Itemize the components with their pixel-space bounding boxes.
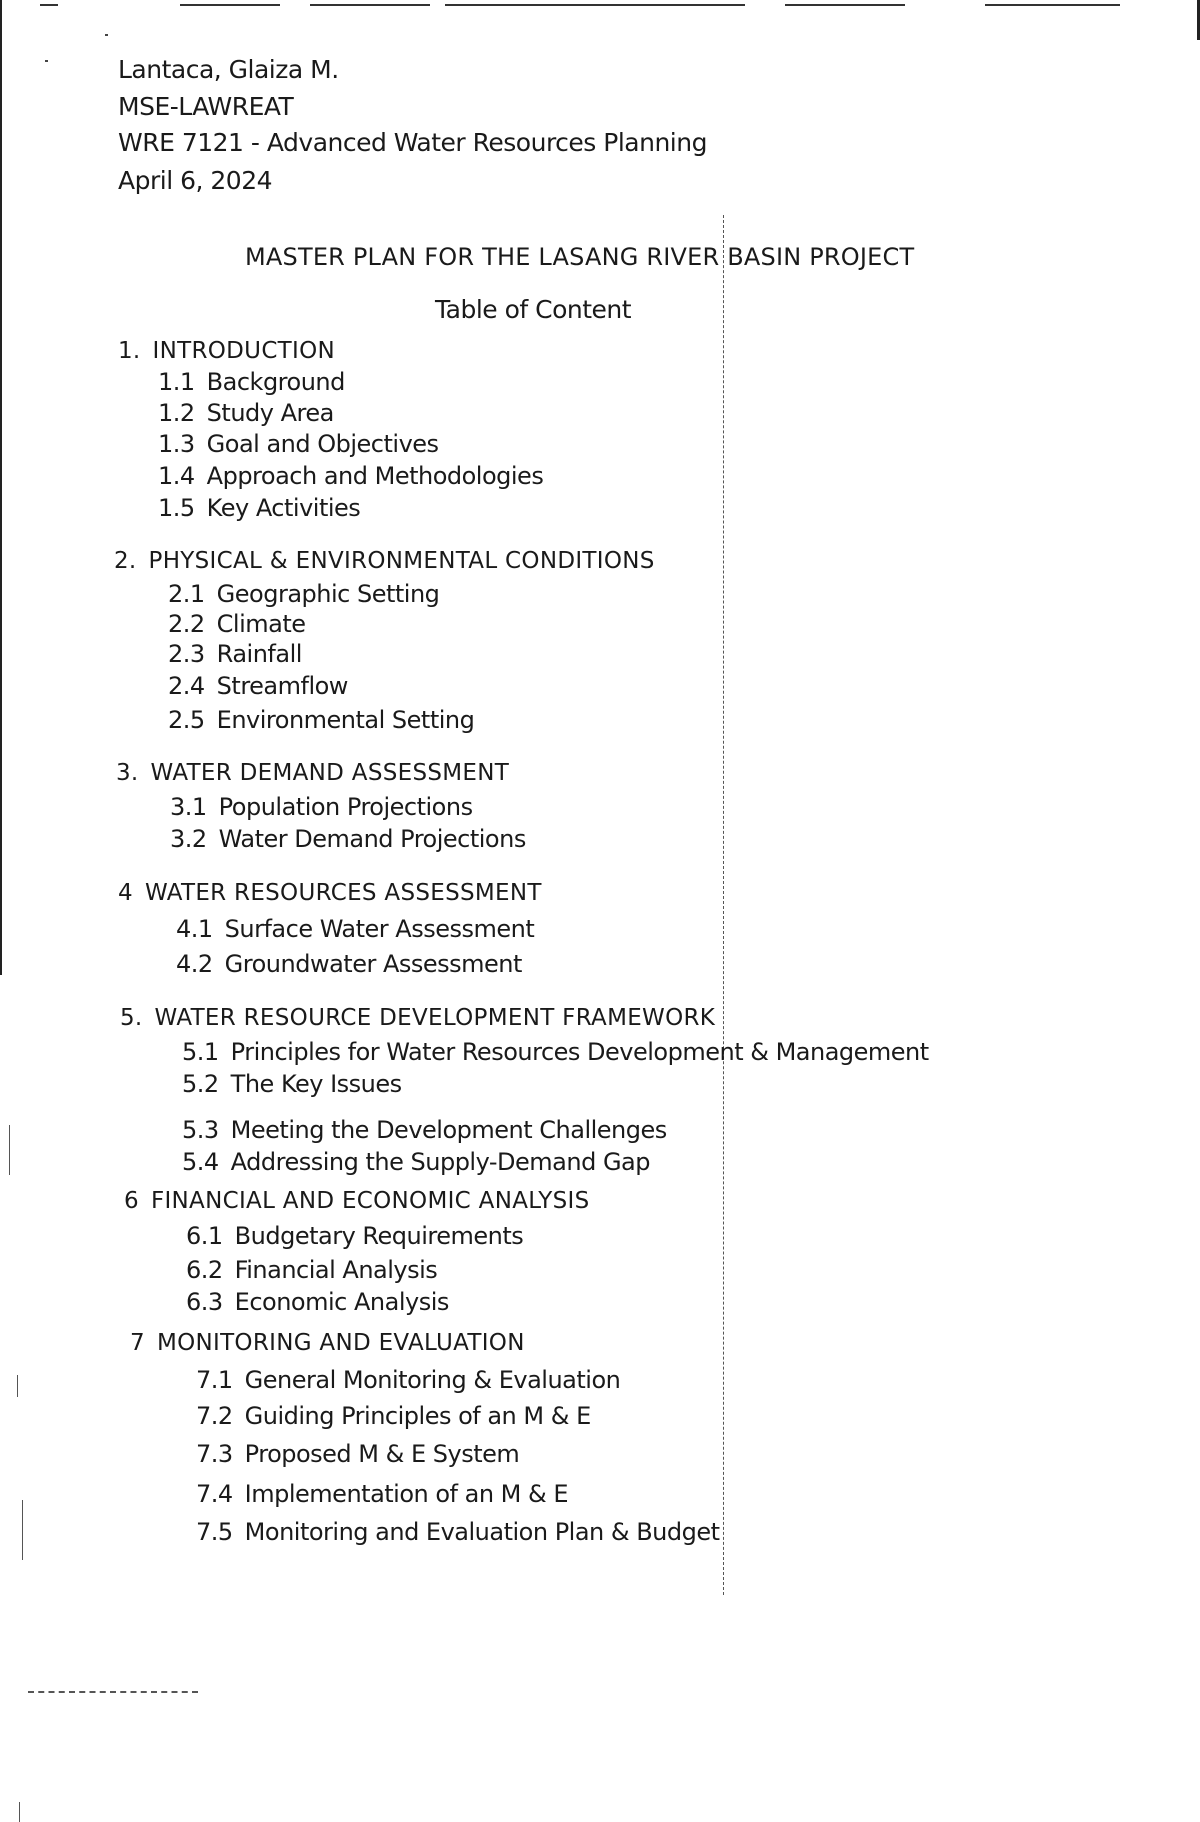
toc-subsection: 1.4 Approach and Methodologies [158,462,544,490]
toc-subsection: 7.5 Monitoring and Evaluation Plan & Budget [196,1518,720,1546]
toc-subsection: 6.3 Economic Analysis [186,1288,449,1316]
program-code: MSE-LAWREAT [118,92,294,121]
scan-margin-mark [9,1125,10,1175]
toc-subsection: 5.2 The Key Issues [182,1070,402,1098]
scan-bottom-rule [28,1691,198,1695]
toc-subsection: 5.3 Meeting the Development Challenges [182,1116,667,1144]
scan-top-rule [40,4,58,6]
scan-speck [105,34,108,36]
course-title: WRE 7121 - Advanced Water Resources Planning [118,128,707,157]
student-name: Lantaca, Glaiza M. [118,55,339,84]
toc-subsection: 2.2 Climate [168,610,306,638]
toc-heading: Table of Content [435,295,632,324]
toc-subsection: 1.1 Background [158,368,345,396]
document-title: MASTER PLAN FOR THE LASANG RIVER BASIN PROJECT [245,243,915,271]
toc-subsection: 5.4 Addressing the Supply-Demand Gap [182,1148,650,1176]
toc-section: 2. PHYSICAL & ENVIRONMENTAL CONDITIONS [114,548,655,574]
toc-subsection: 2.1 Geographic Setting [168,580,440,608]
toc-subsection: 2.3 Rainfall [168,640,302,668]
toc-subsection: 4.2 Groundwater Assessment [176,950,522,978]
toc-subsection: 7.3 Proposed M & E System [196,1440,520,1468]
date: April 6, 2024 [118,166,273,195]
scan-margin-mark [17,1375,18,1397]
toc-section: 3. WATER DEMAND ASSESSMENT [116,760,510,786]
toc-section: 4 WATER RESOURCES ASSESSMENT [118,880,542,906]
scan-top-rule [985,4,1120,6]
scan-left-edge [0,0,2,975]
toc-subsection: 6.2 Financial Analysis [186,1256,438,1284]
toc-subsection: 7.4 Implementation of an M & E [196,1480,569,1508]
toc-section: 7 MONITORING AND EVALUATION [130,1330,525,1356]
scan-speck [45,60,48,62]
toc-subsection: 1.5 Key Activities [158,494,361,522]
toc-subsection: 4.1 Surface Water Assessment [176,915,535,943]
toc-section: 6 FINANCIAL AND ECONOMIC ANALYSIS [124,1188,590,1214]
scan-vertical-dashes [723,215,724,1595]
toc-subsection: 5.1 Principles for Water Resources Development & Management [182,1038,929,1066]
scan-top-rule [180,4,280,6]
scan-top-rule [445,4,745,6]
scan-top-rule [310,4,430,6]
toc-subsection: 7.2 Guiding Principles of an M & E [196,1402,591,1430]
scan-top-rule [785,4,905,6]
toc-subsection: 6.1 Budgetary Requirements [186,1222,524,1250]
toc-section: 5. WATER RESOURCE DEVELOPMENT FRAMEWORK [120,1005,716,1031]
toc-subsection: 1.2 Study Area [158,399,334,427]
scan-margin-mark [19,1802,20,1822]
toc-section: 1. INTRODUCTION [118,338,336,364]
scan-margin-mark [22,1500,23,1560]
toc-subsection: 2.4 Streamflow [168,672,348,700]
toc-subsection: 1.3 Goal and Objectives [158,430,439,458]
toc-subsection: 3.1 Population Projections [170,793,473,821]
toc-subsection: 3.2 Water Demand Projections [170,825,526,853]
toc-subsection: 7.1 General Monitoring & Evaluation [196,1366,621,1394]
toc-subsection: 2.5 Environmental Setting [168,706,475,734]
